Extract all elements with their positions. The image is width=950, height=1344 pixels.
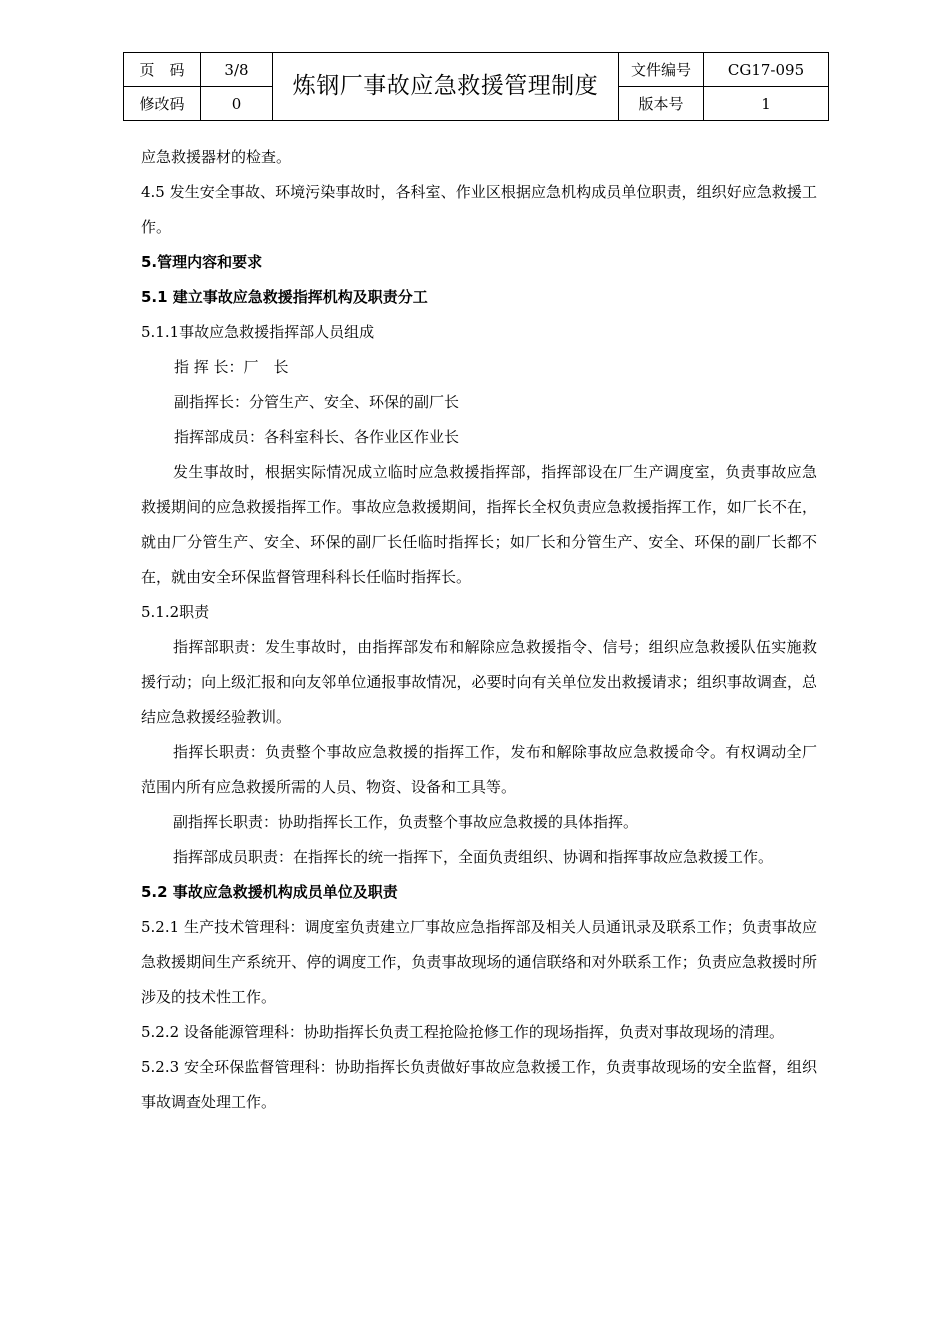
paragraph-4-5: 4.5 发生安全事故、环境污染事故时，各科室、作业区根据应急机构成员单位职责，组织好应急救援工作。 — [141, 183, 817, 236]
duty-commander: 指挥长职责：负责整个事故应急救援的指挥工作，发布和解除事故应急救援命令。有权调动全厂范围内所有应急救援所需的人员、物资、设备和工具等。 — [141, 743, 817, 796]
role-commander: 指 挥 长：厂 长 — [174, 358, 289, 376]
document-header-table — [123, 52, 829, 121]
revision-value: 0 — [201, 87, 273, 121]
role-deputy-commander: 副指挥长：分管生产、安全、环保的副厂长 — [174, 393, 460, 411]
paragraph-5-2-2: 5.2.2 设备能源管理科：协助指挥长负责工程抢险抢修工作的现场指挥，负责对事故现场的清理。 — [141, 1023, 784, 1041]
paragraph-command-setup: 发生事故时，根据实际情况成立临时应急救援指挥部，指挥部设在厂生产调度室，负责事故应急救援期间的应急救援指挥工作。事故应急救援期间，指挥长全权负责应急救援指挥工作，如厂长不在，就由厂分管生产、安全、环保的副厂长任临时指挥长；如厂长和分管生产、安全、环保的副厂长都不在，就由安全环保监督管理科科长任临时指挥长。 — [141, 463, 817, 586]
section-heading-5-2: 5.2 事故应急救援机构成员单位及职责 — [141, 883, 398, 901]
subsection-5-1-1: 5.1.1事故应急救援指挥部人员组成 — [141, 323, 375, 341]
version-label: 版本号 — [619, 87, 704, 121]
page-label: 页 码 — [124, 53, 201, 87]
document-body — [141, 140, 817, 1120]
page-value: 3/8 — [201, 53, 273, 87]
subsection-5-1-2: 5.1.2职责 — [141, 603, 210, 621]
version-value: 1 — [704, 87, 829, 121]
section-heading-5: 5.管理内容和要求 — [141, 253, 263, 271]
doc-number-value: CG17-095 — [704, 53, 829, 87]
section-heading-5-1: 5.1 建立事故应急救援指挥机构及职责分工 — [141, 288, 428, 306]
duty-members: 指挥部成员职责：在指挥长的统一指挥下，全面负责组织、协调和指挥事故应急救援工作。 — [173, 848, 774, 866]
paragraph-5-2-1: 5.2.1 生产技术管理科：调度室负责建立厂事故应急指挥部及相关人员通讯录及联系工作；负责事故应急救援期间生产系统开、停的调度工作，负责事故现场的通信联络和对外联系工作；负责应急救援时所涉及的技术性工作。 — [141, 918, 817, 1006]
document-title: 炼钢厂事故应急救援管理制度 — [273, 53, 619, 121]
doc-number-label: 文件编号 — [619, 53, 704, 87]
role-members: 指挥部成员：各科室科长、各作业区作业长 — [174, 428, 460, 446]
duty-deputy-commander: 副指挥长职责：协助指挥长工作，负责整个事故应急救援的具体指挥。 — [173, 813, 639, 831]
paragraph-5-2-3: 5.2.3 安全环保监督管理科：协助指挥长负责做好事故应急救援工作，负责事故现场的安全监督，组织事故调查处理工作。 — [141, 1058, 817, 1111]
revision-label: 修改码 — [124, 87, 201, 121]
duty-headquarters: 指挥部职责：发生事故时，由指挥部发布和解除应急救援指令、信号；组织应急救援队伍实施救援行动；向上级汇报和向友邻单位通报事故情况，必要时向有关单位发出救援请求；组织事故调查，总结应急救援经验教训。 — [141, 638, 817, 726]
paragraph-equipment-check: 应急救援器材的检查。 — [141, 148, 292, 166]
